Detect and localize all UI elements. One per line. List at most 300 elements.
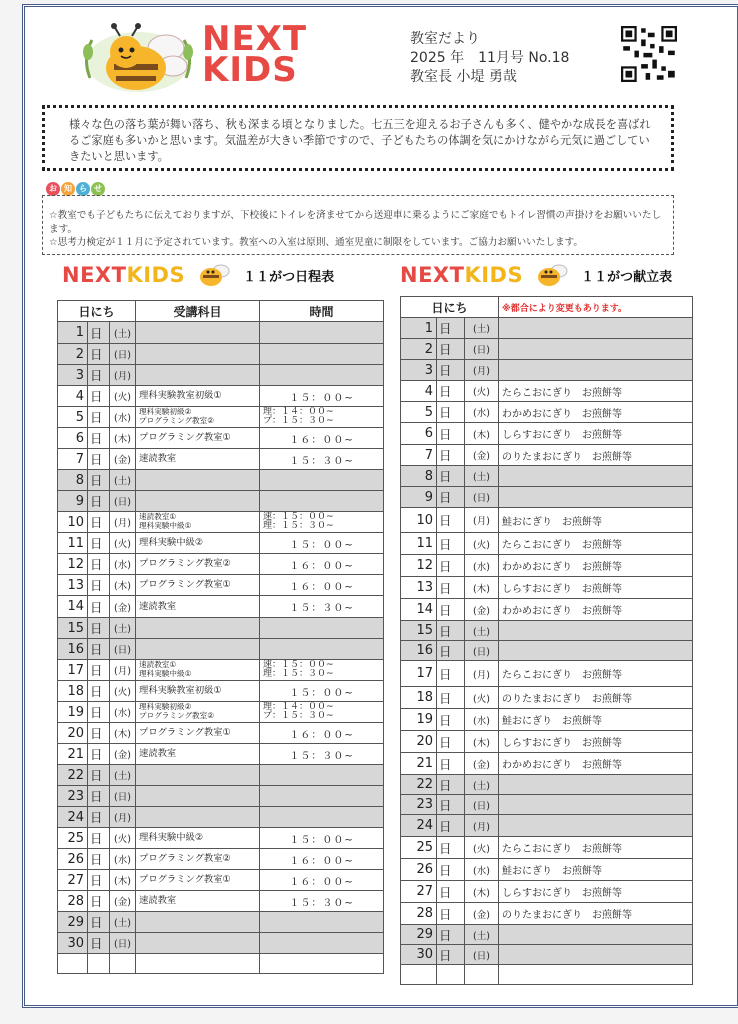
blank-cell xyxy=(401,965,437,985)
day-number: 29 xyxy=(401,925,437,945)
time-cell: １６：００~ xyxy=(260,849,384,870)
time-cell xyxy=(260,807,384,828)
menu-row xyxy=(401,709,693,731)
time-cell xyxy=(260,912,384,933)
schedule-row xyxy=(58,618,384,639)
menu-logo-a: NEXT xyxy=(400,263,465,287)
schedule-row xyxy=(58,933,384,954)
day-number: 30 xyxy=(401,945,437,965)
menu-row xyxy=(401,577,693,599)
day-label: 日 xyxy=(437,533,465,555)
day-label: 日 xyxy=(88,912,110,933)
time-cell: １５：３０~ xyxy=(260,596,384,618)
schedule-row xyxy=(58,681,384,702)
notice-label-char: 知 xyxy=(61,182,75,196)
day-number: 12 xyxy=(58,554,88,575)
subject-cell xyxy=(136,470,260,491)
menu-row xyxy=(401,925,693,945)
menu-row xyxy=(401,661,693,687)
day-number: 1 xyxy=(58,322,88,344)
notice-label-char: せ xyxy=(91,182,105,196)
day-number: 30 xyxy=(58,933,88,954)
weekday: (水) xyxy=(110,702,136,723)
day-label: 日 xyxy=(88,596,110,618)
weekday: (月) xyxy=(110,807,136,828)
schedule-logo xyxy=(62,263,185,287)
menu-item: わかめおにぎり お煎餅等 xyxy=(499,402,693,423)
day-number: 27 xyxy=(58,870,88,891)
schedule-logo-b: KIDS xyxy=(126,263,186,287)
director-name: 教室長 小堤 勇哉 xyxy=(410,69,517,85)
brand-wordmark xyxy=(202,19,308,90)
weekday: (日) xyxy=(110,639,136,660)
time-cell: １６：００~ xyxy=(260,723,384,744)
schedule-row xyxy=(58,386,384,407)
subject-cell: 理科実験初級② プログラミング教室② xyxy=(136,407,260,428)
newsletter-header xyxy=(410,30,569,87)
subject-cell xyxy=(136,765,260,786)
notice-label-char: お xyxy=(46,182,60,196)
menu-item: のりたまおにぎり お煎餅等 xyxy=(499,445,693,466)
subject-cell xyxy=(136,786,260,807)
schedule-row xyxy=(58,554,384,575)
day-label: 日 xyxy=(88,344,110,365)
day-label: 日 xyxy=(437,508,465,533)
time-cell: 理：１４：００~ プ：１５：３０~ xyxy=(260,702,384,723)
weekday: (木) xyxy=(110,575,136,596)
day-number: 16 xyxy=(401,641,437,661)
schedule-row xyxy=(58,322,384,344)
menu-item xyxy=(499,339,693,360)
weekday: (木) xyxy=(465,881,499,903)
weekday: (月) xyxy=(465,360,499,381)
day-number: 20 xyxy=(401,731,437,753)
subject-cell: 速読教室 xyxy=(136,891,260,912)
day-number: 4 xyxy=(401,381,437,402)
weekday: (木) xyxy=(465,423,499,445)
day-label: 日 xyxy=(88,533,110,554)
menu-row xyxy=(401,775,693,795)
day-label: 日 xyxy=(88,786,110,807)
day-label: 日 xyxy=(437,661,465,687)
subject-cell: プログラミング教室① xyxy=(136,575,260,596)
schedule-logo-a: NEXT xyxy=(62,263,127,287)
weekday: (土) xyxy=(465,925,499,945)
schedule-row xyxy=(58,723,384,744)
time-cell xyxy=(260,933,384,954)
weekday: (金) xyxy=(465,445,499,466)
schedule-row xyxy=(58,449,384,470)
weekday: (金) xyxy=(465,753,499,775)
subject-cell: プログラミング教室① xyxy=(136,428,260,449)
day-label: 日 xyxy=(88,407,110,428)
subject-cell xyxy=(136,933,260,954)
menu-row-blank xyxy=(401,965,693,985)
schedule-row xyxy=(58,891,384,912)
time-cell: １５：３０~ xyxy=(260,744,384,765)
day-label: 日 xyxy=(88,449,110,470)
day-label: 日 xyxy=(88,891,110,912)
time-cell: １５：００~ xyxy=(260,386,384,407)
day-number: 22 xyxy=(401,775,437,795)
day-label: 日 xyxy=(88,723,110,744)
schedule-row xyxy=(58,849,384,870)
day-number: 18 xyxy=(58,681,88,702)
weekday: (日) xyxy=(110,491,136,512)
weekday: (土) xyxy=(465,318,499,339)
schedule-row xyxy=(58,575,384,596)
menu-item xyxy=(499,795,693,815)
day-label: 日 xyxy=(437,318,465,339)
menu-item: しらすおにぎり お煎餅等 xyxy=(499,731,693,753)
day-number: 24 xyxy=(58,807,88,828)
weekday: (火) xyxy=(465,381,499,402)
day-label: 日 xyxy=(437,555,465,577)
day-label: 日 xyxy=(437,599,465,621)
schedule-row xyxy=(58,344,384,365)
day-label: 日 xyxy=(437,731,465,753)
day-label: 日 xyxy=(437,925,465,945)
day-number: 23 xyxy=(58,786,88,807)
qr-code-icon[interactable] xyxy=(621,26,677,82)
day-label: 日 xyxy=(88,554,110,575)
subject-cell: 理科実験初級② プログラミング教室② xyxy=(136,702,260,723)
day-number: 11 xyxy=(401,533,437,555)
day-number: 27 xyxy=(401,881,437,903)
day-label: 日 xyxy=(437,577,465,599)
menu-item: わかめおにぎり お煎餅等 xyxy=(499,555,693,577)
menu-item xyxy=(499,775,693,795)
weekday: (日) xyxy=(465,945,499,965)
menu-item: しらすおにぎり お煎餅等 xyxy=(499,423,693,445)
time-cell: 理：１４：００~ プ：１５：３０~ xyxy=(260,407,384,428)
day-label: 日 xyxy=(88,870,110,891)
schedule-header-row xyxy=(58,301,384,322)
subject-cell: 理科実験中級② xyxy=(136,828,260,849)
weekday: (月) xyxy=(465,508,499,533)
menu-row xyxy=(401,815,693,837)
weekday: (土) xyxy=(110,912,136,933)
day-number: 17 xyxy=(401,661,437,687)
menu-heading xyxy=(400,259,672,291)
blank-cell xyxy=(136,954,260,974)
day-number: 15 xyxy=(401,621,437,641)
weekday: (日) xyxy=(465,641,499,661)
notice-label xyxy=(46,182,105,196)
day-number: 28 xyxy=(58,891,88,912)
subject-cell: 速読教室① 理科実験中級① xyxy=(136,512,260,533)
time-cell: １５：００~ xyxy=(260,681,384,702)
schedule-row xyxy=(58,912,384,933)
day-label: 日 xyxy=(437,466,465,487)
day-label: 日 xyxy=(88,828,110,849)
subject-cell: プログラミング教室① xyxy=(136,723,260,744)
day-number: 14 xyxy=(58,596,88,618)
subject-cell: 速読教室① 理科実験中級① xyxy=(136,660,260,681)
blank-cell xyxy=(260,954,384,974)
day-number: 20 xyxy=(58,723,88,744)
day-label: 日 xyxy=(88,933,110,954)
subject-cell: 理科実験教室初級① xyxy=(136,681,260,702)
day-label: 日 xyxy=(88,575,110,596)
time-cell: １５：００~ xyxy=(260,828,384,849)
menu-row xyxy=(401,339,693,360)
weekday: (木) xyxy=(110,428,136,449)
menu-row xyxy=(401,381,693,402)
day-number: 28 xyxy=(401,903,437,925)
time-cell xyxy=(260,618,384,639)
schedule-row xyxy=(58,428,384,449)
subject-cell: 速読教室 xyxy=(136,449,260,470)
day-number: 5 xyxy=(58,407,88,428)
day-label: 日 xyxy=(88,491,110,512)
weekday: (日) xyxy=(465,339,499,360)
day-label: 日 xyxy=(437,621,465,641)
menu-row xyxy=(401,360,693,381)
menu-row xyxy=(401,621,693,641)
schedule-row xyxy=(58,470,384,491)
menu-row xyxy=(401,555,693,577)
day-label: 日 xyxy=(437,945,465,965)
menu-row xyxy=(401,903,693,925)
bee-mascot-icon xyxy=(78,18,198,96)
schedule-row xyxy=(58,702,384,723)
time-cell: １５：３０~ xyxy=(260,891,384,912)
menu-header-date: 日にち xyxy=(401,297,499,318)
day-number: 13 xyxy=(401,577,437,599)
menu-row xyxy=(401,641,693,661)
weekday: (土) xyxy=(465,775,499,795)
menu-row xyxy=(401,466,693,487)
weekday: (火) xyxy=(465,533,499,555)
subject-cell xyxy=(136,344,260,365)
day-number: 7 xyxy=(58,449,88,470)
day-label: 日 xyxy=(437,709,465,731)
intro-message: 様々な色の落ち葉が舞い落ち、秋も深まる頃となりました。七五三を迎えるお子さんも多く、健やかな成長を喜ばれるご家庭も多いかと思います。気温差が大きい季節ですので、子どもたちの体調を気にかけながら元気に過ごしていきたいと思います。 xyxy=(42,105,674,171)
day-number: 7 xyxy=(401,445,437,466)
schedule-row xyxy=(58,512,384,533)
menu-item: 鮭おにぎり お煎餅等 xyxy=(499,709,693,731)
schedule-row xyxy=(58,744,384,765)
time-cell: １６：００~ xyxy=(260,554,384,575)
time-cell xyxy=(260,344,384,365)
weekday: (日) xyxy=(465,487,499,508)
menu-item: しらすおにぎり お煎餅等 xyxy=(499,577,693,599)
weekday: (月) xyxy=(110,660,136,681)
notice-item: ☆思考力検定が１１月に予定されています。教室への入室は原則、通室児童に制限をしています。ご協力お願いいたします。 xyxy=(49,237,583,248)
weekday: (水) xyxy=(110,407,136,428)
day-label: 日 xyxy=(437,903,465,925)
schedule-row xyxy=(58,596,384,618)
subject-cell xyxy=(136,807,260,828)
menu-item: のりたまおにぎり お煎餅等 xyxy=(499,903,693,925)
weekday: (日) xyxy=(110,933,136,954)
menu-change-note: ※都合により変更もあります。 xyxy=(499,297,693,318)
day-number: 13 xyxy=(58,575,88,596)
day-label: 日 xyxy=(88,365,110,386)
menu-item: 鮭おにぎり お煎餅等 xyxy=(499,508,693,533)
menu-item xyxy=(499,815,693,837)
day-number: 25 xyxy=(401,837,437,859)
weekday: (水) xyxy=(110,554,136,575)
weekday: (火) xyxy=(110,533,136,554)
schedule-heading xyxy=(62,259,334,291)
subject-cell xyxy=(136,639,260,660)
day-label: 日 xyxy=(437,837,465,859)
menu-row xyxy=(401,533,693,555)
day-label: 日 xyxy=(437,687,465,709)
menu-row xyxy=(401,508,693,533)
brand-logo xyxy=(78,18,318,96)
brand-wordmark-line1: NEXT xyxy=(202,19,308,59)
day-label: 日 xyxy=(437,360,465,381)
menu-item xyxy=(499,621,693,641)
menu-row xyxy=(401,795,693,815)
menu-item: たらこおにぎり お煎餅等 xyxy=(499,661,693,687)
menu-row xyxy=(401,423,693,445)
day-number: 8 xyxy=(58,470,88,491)
menu-item: たらこおにぎり お煎餅等 xyxy=(499,533,693,555)
day-number: 25 xyxy=(58,828,88,849)
schedule-row xyxy=(58,639,384,660)
weekday: (木) xyxy=(465,731,499,753)
schedule-header-date: 日にち xyxy=(58,301,136,322)
day-label: 日 xyxy=(88,470,110,491)
day-number: 23 xyxy=(401,795,437,815)
blank-cell xyxy=(499,965,693,985)
menu-item xyxy=(499,487,693,508)
menu-item xyxy=(499,945,693,965)
menu-item: のりたまおにぎり お煎餅等 xyxy=(499,687,693,709)
weekday: (月) xyxy=(465,815,499,837)
time-cell: １６：００~ xyxy=(260,870,384,891)
menu-logo xyxy=(400,263,523,287)
day-number: 1 xyxy=(401,318,437,339)
subject-cell xyxy=(136,365,260,386)
weekday: (水) xyxy=(465,402,499,423)
day-label: 日 xyxy=(437,775,465,795)
day-label: 日 xyxy=(88,849,110,870)
time-cell xyxy=(260,365,384,386)
menu-item: わかめおにぎり お煎餅等 xyxy=(499,753,693,775)
day-label: 日 xyxy=(437,487,465,508)
weekday: (金) xyxy=(465,903,499,925)
schedule-row xyxy=(58,870,384,891)
menu-item: 鮭おにぎり お煎餅等 xyxy=(499,859,693,881)
weekday: (日) xyxy=(110,786,136,807)
brand-wordmark-line2: KIDS xyxy=(202,50,298,90)
day-number: 3 xyxy=(401,360,437,381)
day-number: 18 xyxy=(401,687,437,709)
menu-title: １１がつ献立表 xyxy=(581,269,673,285)
menu-row xyxy=(401,837,693,859)
time-cell: １６：００~ xyxy=(260,428,384,449)
day-number: 17 xyxy=(58,660,88,681)
weekday: (木) xyxy=(110,870,136,891)
time-cell xyxy=(260,491,384,512)
day-label: 日 xyxy=(88,702,110,723)
day-number: 4 xyxy=(58,386,88,407)
day-label: 日 xyxy=(88,618,110,639)
day-number: 15 xyxy=(58,618,88,639)
weekday: (土) xyxy=(465,466,499,487)
menu-row xyxy=(401,445,693,466)
menu-row xyxy=(401,599,693,621)
menu-row xyxy=(401,402,693,423)
schedule-row-blank xyxy=(58,954,384,974)
subject-cell xyxy=(136,618,260,639)
day-number: 3 xyxy=(58,365,88,386)
schedule-row xyxy=(58,533,384,554)
blank-cell xyxy=(465,965,499,985)
newsletter-name: 教室だより xyxy=(410,31,480,47)
day-number: 12 xyxy=(401,555,437,577)
bee-icon xyxy=(533,261,569,289)
menu-row xyxy=(401,753,693,775)
day-label: 日 xyxy=(88,386,110,407)
day-number: 19 xyxy=(401,709,437,731)
notice-label-char: ら xyxy=(76,182,90,196)
menu-item xyxy=(499,360,693,381)
weekday: (木) xyxy=(110,723,136,744)
time-cell: １５：００~ xyxy=(260,533,384,554)
subject-cell: プログラミング教室① xyxy=(136,870,260,891)
schedule-row xyxy=(58,828,384,849)
bee-icon xyxy=(195,261,231,289)
day-label: 日 xyxy=(88,322,110,344)
weekday: (土) xyxy=(110,765,136,786)
schedule-header-subject: 受講科目 xyxy=(136,301,260,322)
schedule-row xyxy=(58,491,384,512)
day-number: 8 xyxy=(401,466,437,487)
time-cell xyxy=(260,470,384,491)
weekday: (月) xyxy=(110,512,136,533)
day-number: 26 xyxy=(401,859,437,881)
menu-row xyxy=(401,859,693,881)
day-label: 日 xyxy=(437,423,465,445)
weekday: (月) xyxy=(465,661,499,687)
menu-table xyxy=(400,296,693,985)
weekday: (水) xyxy=(110,849,136,870)
menu-header-row xyxy=(401,297,693,318)
menu-item xyxy=(499,641,693,661)
day-label: 日 xyxy=(437,641,465,661)
weekday: (火) xyxy=(110,828,136,849)
time-cell xyxy=(260,322,384,344)
time-cell: １５：３０~ xyxy=(260,449,384,470)
weekday: (金) xyxy=(110,596,136,618)
subject-cell: 理科実験教室初級① xyxy=(136,386,260,407)
day-label: 日 xyxy=(437,753,465,775)
subject-cell xyxy=(136,912,260,933)
weekday: (火) xyxy=(465,837,499,859)
subject-cell xyxy=(136,322,260,344)
schedule-row xyxy=(58,807,384,828)
day-number: 6 xyxy=(58,428,88,449)
day-label: 日 xyxy=(437,815,465,837)
schedule-table xyxy=(57,300,384,974)
day-label: 日 xyxy=(437,402,465,423)
day-number: 2 xyxy=(401,339,437,360)
day-label: 日 xyxy=(88,744,110,765)
schedule-row xyxy=(58,786,384,807)
subject-cell: 速読教室 xyxy=(136,744,260,765)
subject-cell: プログラミング教室② xyxy=(136,849,260,870)
weekday: (日) xyxy=(465,795,499,815)
day-number: 14 xyxy=(401,599,437,621)
notice-box xyxy=(42,195,674,255)
time-cell: 速：１５：００~ 理：１５：３０~ xyxy=(260,512,384,533)
